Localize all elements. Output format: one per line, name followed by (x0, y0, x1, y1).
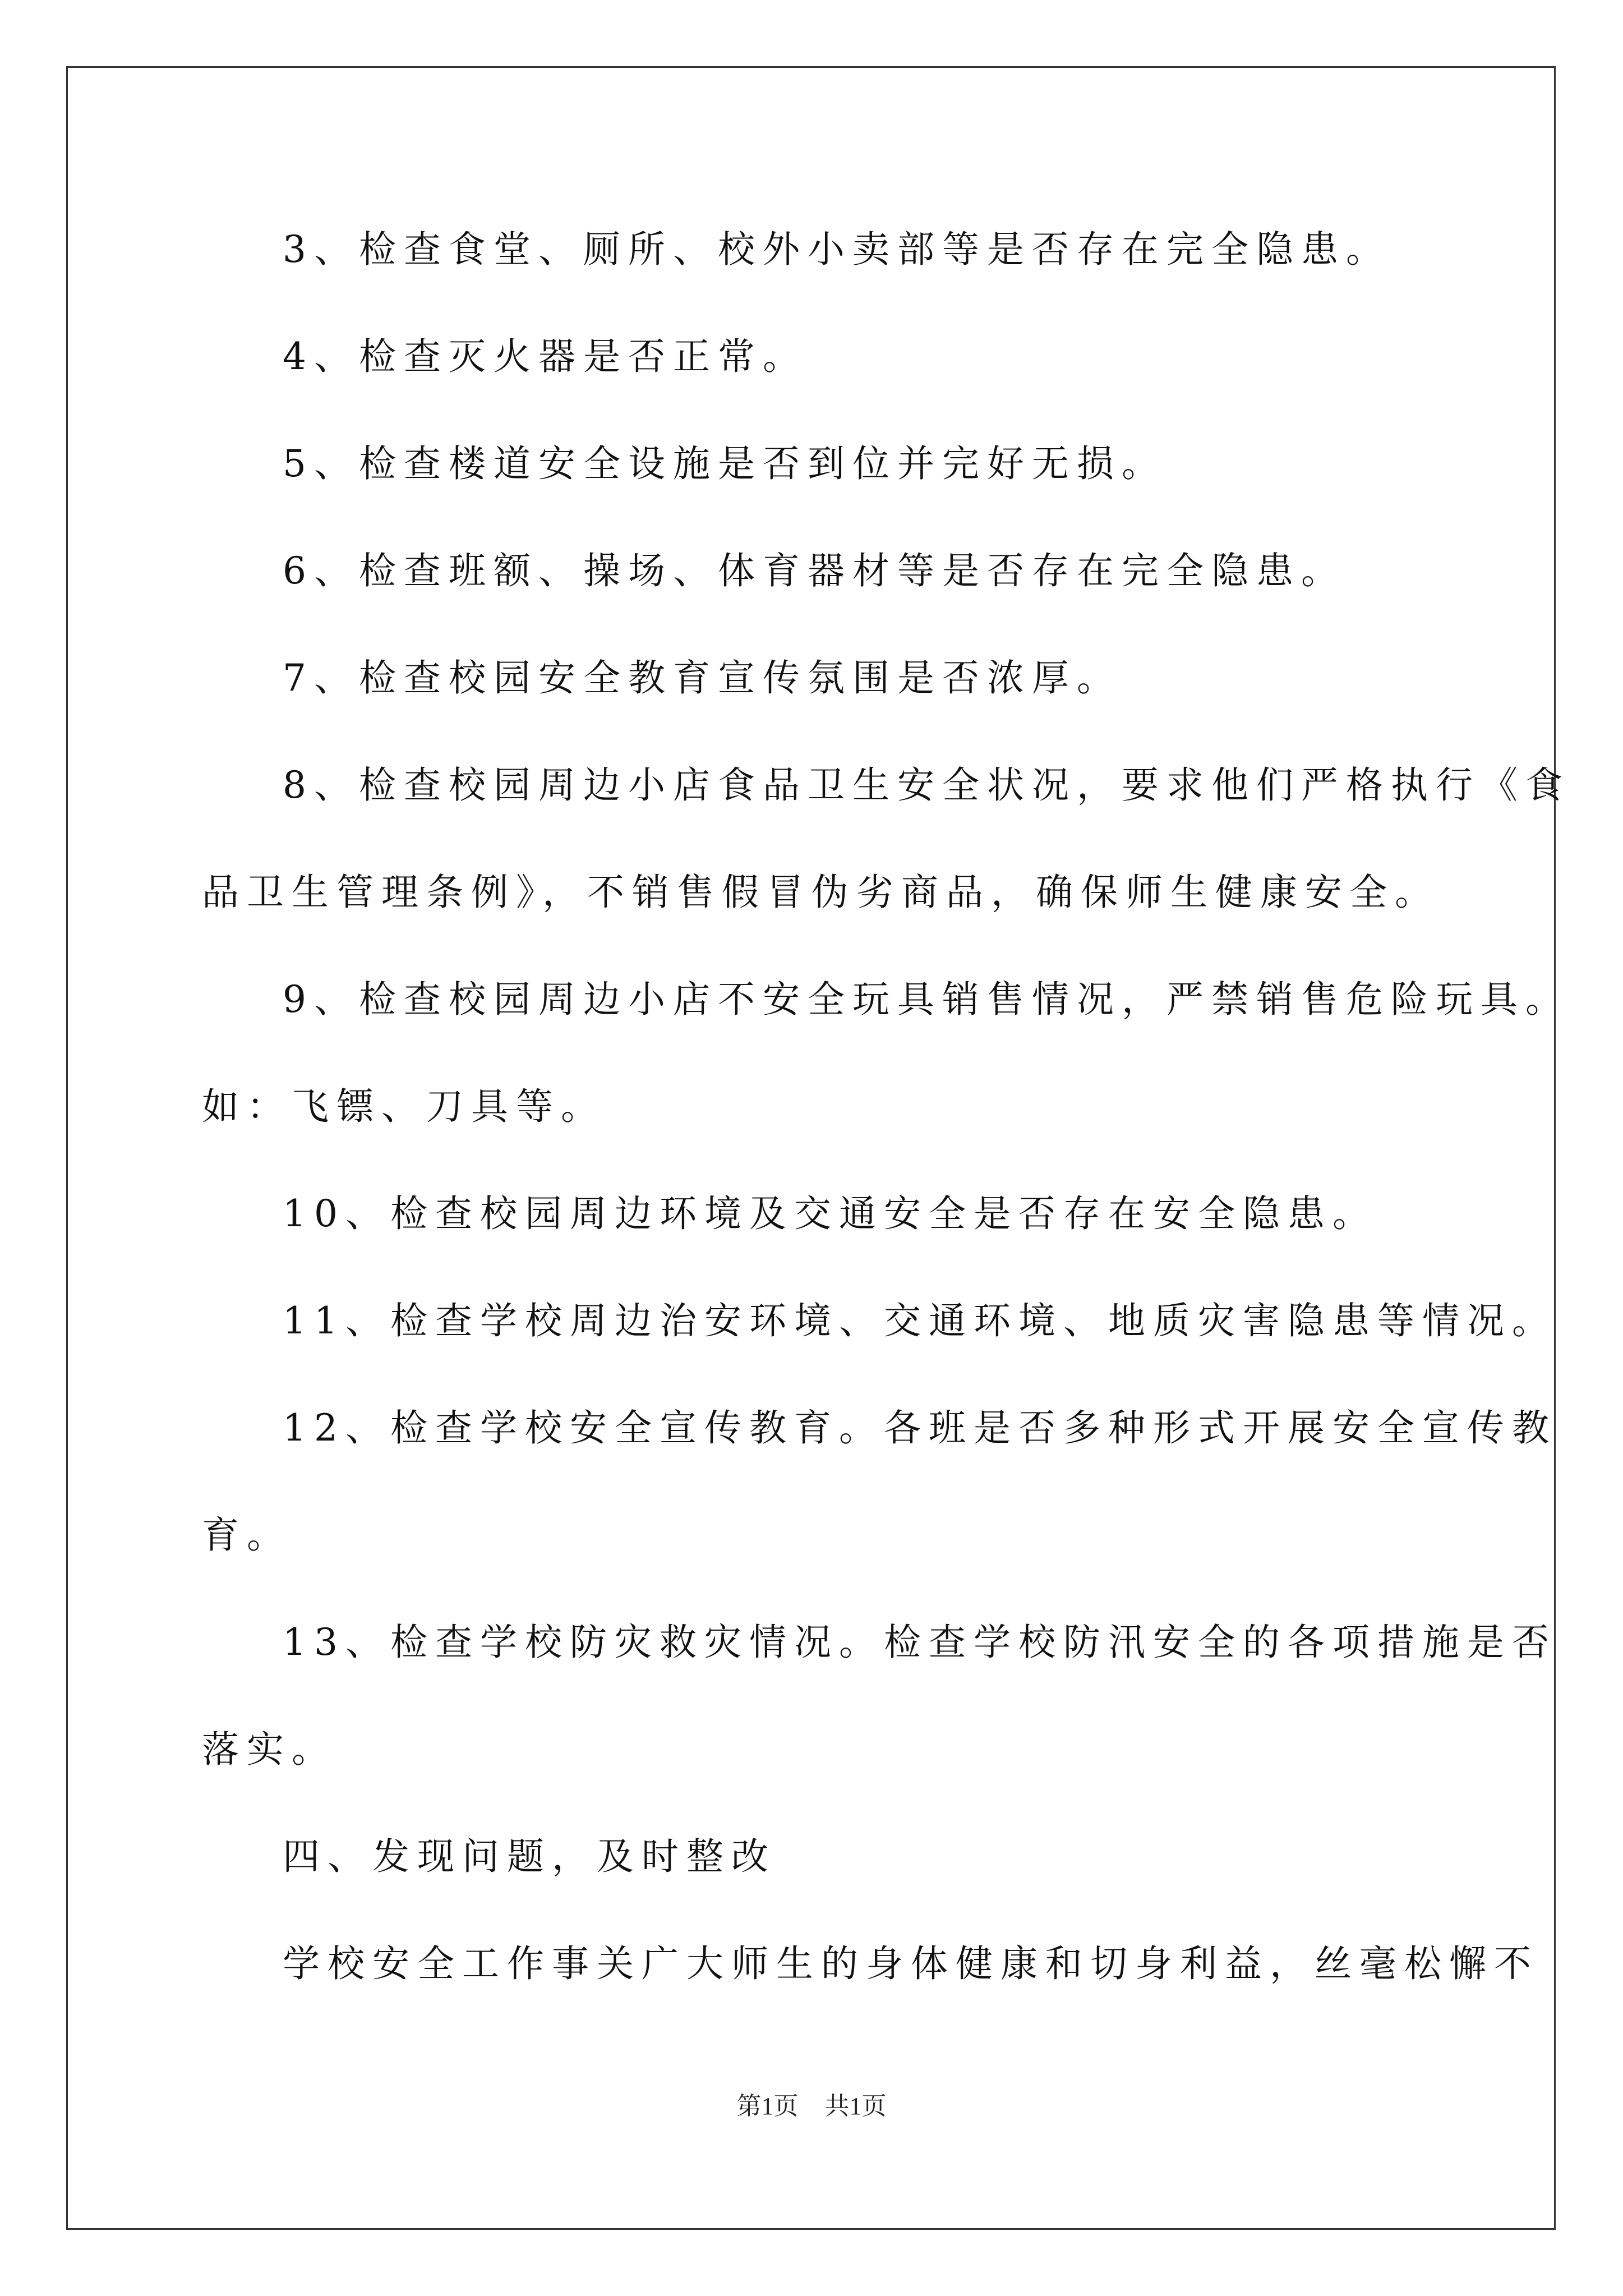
paragraph-item-9-line-1: 9、检查校园周边小店不安全玩具销售情况，严禁销售危险玩具。 (283, 978, 1570, 1021)
page-total-label: 共1页 (824, 2092, 887, 2120)
paragraph-item-12-line-1: 12、检查学校安全宣传教育。各班是否多种形式开展安全宣传教 (283, 1406, 1557, 1450)
paragraph-item-10: 10、检查校园周边环境及交通安全是否存在安全隐患。 (283, 1192, 1377, 1235)
paragraph-item-13-line-1: 13、检查学校防灾救灾情况。检查学校防汛安全的各项措施是否 (283, 1621, 1557, 1664)
paragraph-item-3: 3、检查食堂、厕所、校外小卖部等是否存在完全隐患。 (283, 228, 1391, 271)
paragraph-final: 学校安全工作事关广大师生的身体健康和切身利益，丝毫松懈不 (283, 1942, 1539, 1985)
paragraph-item-8-line-1: 8、检查校园周边小店食品卫生安全状况，要求他们严格执行《食 (283, 763, 1570, 807)
paragraph-item-7: 7、检查校园安全教育宣传氛围是否浓厚。 (283, 656, 1122, 700)
page-frame (66, 66, 1570, 2230)
page-number-label: 第1页 (736, 2092, 799, 2120)
paragraph-item-11: 11、检查学校周边治安环境、交通环境、地质灾害隐患等情况。 (283, 1299, 1557, 1342)
paragraph-item-4: 4、检查灭火器是否正常。 (283, 335, 808, 378)
paragraph-item-13-line-2: 落实。 (202, 1728, 336, 1771)
section-heading-4: 四、发现问题，及时整改 (283, 1835, 776, 1878)
paragraph-item-12-line-2: 育。 (202, 1513, 292, 1557)
paragraph-item-6: 6、检查班额、操场、体育器材等是否存在完全隐患。 (283, 549, 1346, 592)
paragraph-item-9-line-2: 如：飞镖、刀具等。 (202, 1085, 606, 1128)
page-footer (0, 2094, 1623, 2119)
paragraph-item-8-line-2: 品卫生管理条例》，不销售假冒伪劣商品，确保师生健康安全。 (202, 871, 1440, 914)
paragraph-item-5: 5、检查楼道安全设施是否到位并完好无损。 (283, 442, 1166, 485)
